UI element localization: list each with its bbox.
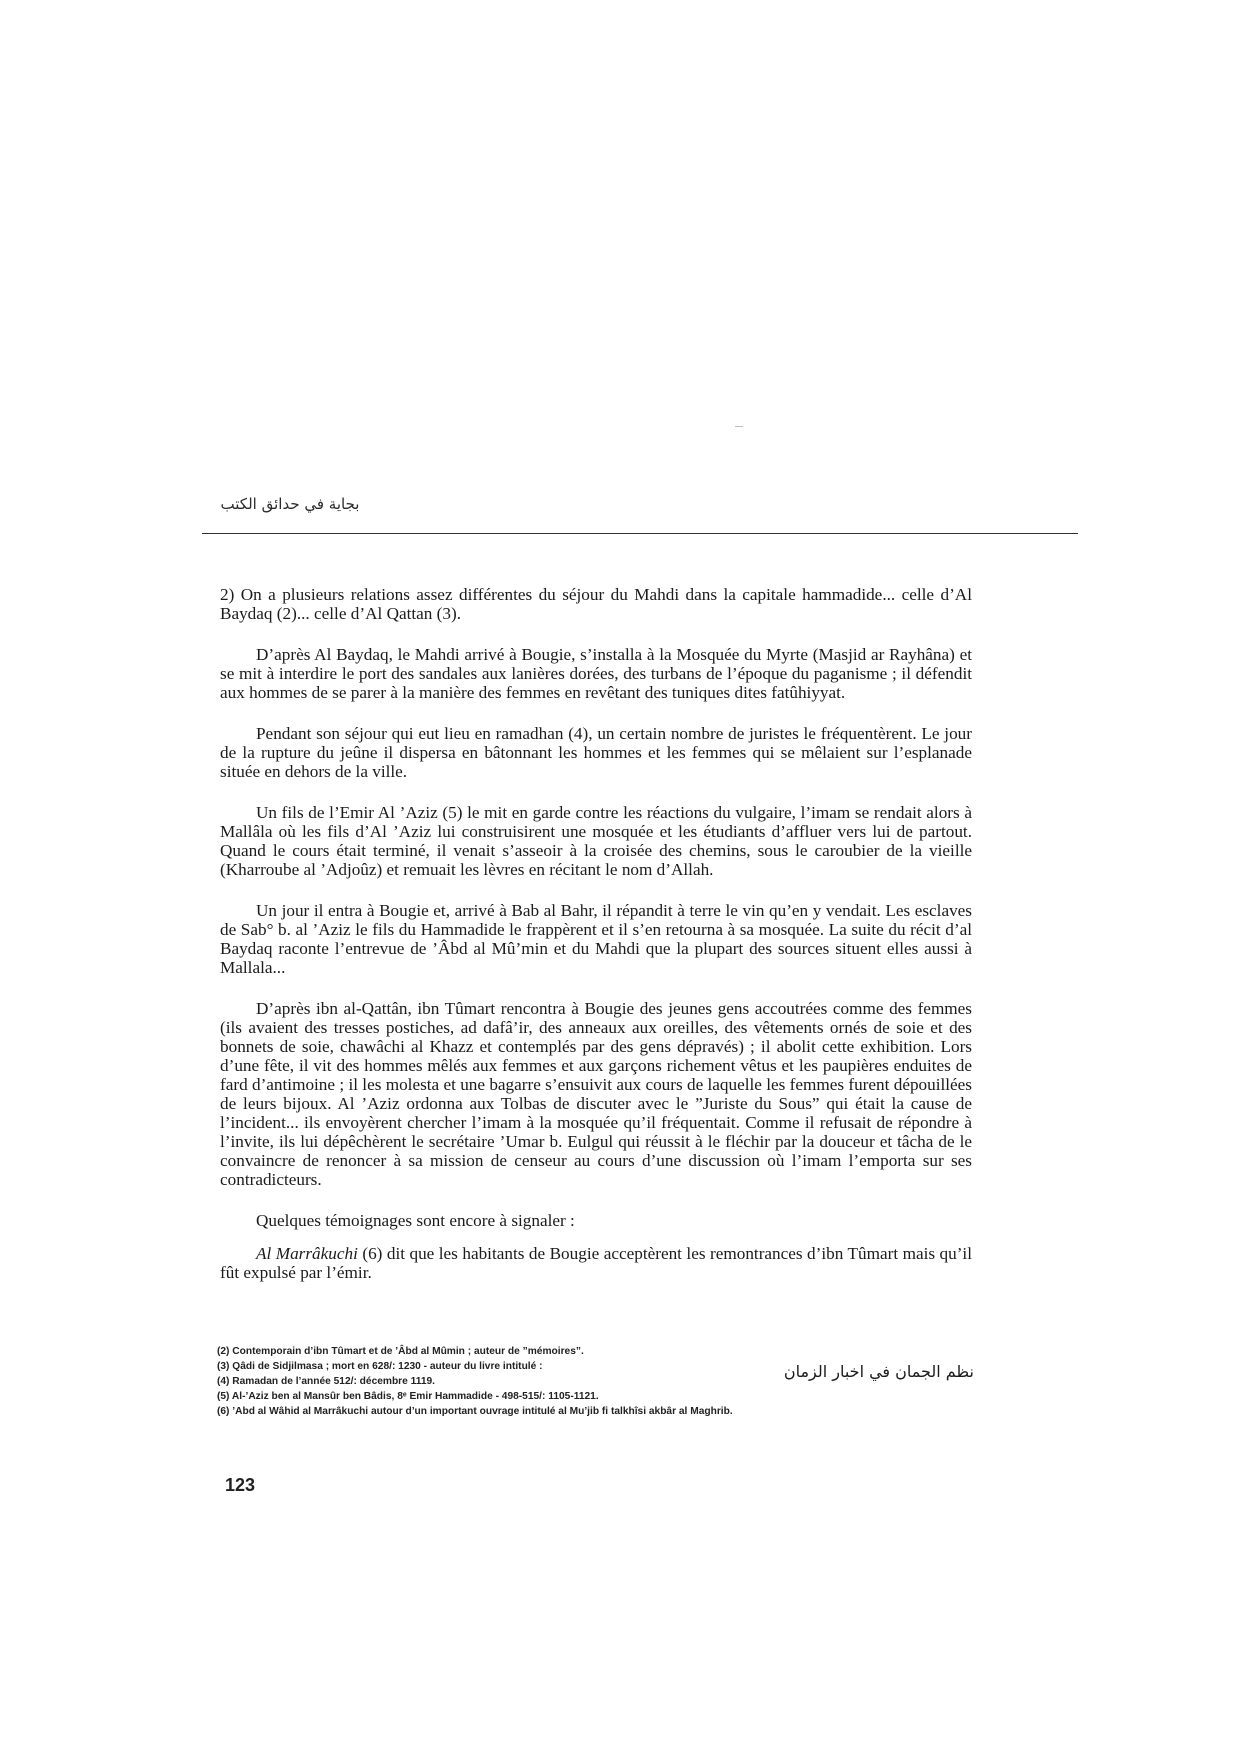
paragraph-3: Pendant son séjour qui eut lieu en ramadhan (4), un certain nombre de juristes le fréquentèrent. Le jour de la rupture du jeûne il dispersa en bâtonnant les hommes et les femmes qui se mêlaient sur l’esplanade située en dehors de la ville. [220, 724, 972, 781]
paragraph-6: D’après ibn al-Qattân, ibn Tûmart rencontra à Bougie des jeunes gens accoutrées comme des femmes (ils avaient des tresses postiches, ad dafâ’ir, des anneaux aux oreilles, des vêtements ornés de soie et des bonnets de soie, chawâchi al Khazz et contemplés par des gens dépravés) ; il abolit cette exhibition. Lors d’une fête, il vit des hommes mêlés aux femmes et aux garçons richement vêtus et les paupières enduites de fard d’antimoine ; il les molesta et une bagarre s’ensuivit aux cours de laquelle les femmes furent dépouillées de leurs bijoux. Al ’Aziz ordonna aux Tolbas de discuter avec le ”Juriste du Sous” qui était la cause de l’incident... ils envoyèrent chercher l’imam à la mosquée qu’il fréquentait. Comme il refusait de répondre à l’invite, ils lui dépêchèrent le secrétaire ’Umar b. Eulgul qui réussit à le fléchir par la douceur et tâcha de le convaincre de renoncer à sa mission de censeur au cours d’une discussion où l’imam l’emporta sur ses contradicteurs. [220, 999, 972, 1189]
header-rule [202, 533, 1078, 534]
author-name-italic: Al Marrâkuchi [256, 1244, 358, 1263]
footnote-6: (6) ’Abd al Wâhid al Marrâkuchi autour d’un important ouvrage intitulé al Mu’jib fi talkhîsi akbâr al Maghrib. [217, 1406, 733, 1417]
paragraph-5: Un jour il entra à Bougie et, arrivé à Bab al Bahr, il répandit à terre le vin qu’en y vendait. Les esclaves de Sab° b. al ’Aziz le fils du Hammadide le frappèrent et il s’en retourna à sa mosquée. La suite du récit d’al Baydaq raconte l’entrevue de ’Âbd al Mû’min et du Mahdi que la plupart des sources situent elles aussi à Mallala... [220, 901, 972, 977]
page-number: 123 [225, 1475, 256, 1495]
footnote-5: (5) Al-’Aziz ben al Mansûr ben Bâdis, 8ᵉ Emir Hammadide - 498-515/: 1105-1121. [217, 1391, 599, 1402]
paragraph-2: D’après Al Baydaq, le Mahdi arrivé à Bougie, s’installa à la Mosquée du Myrte (Masjid ar Rayhâna) et se mit à interdire le port des sandales aux lanières dorées, des turbans de l’époque du paganisme ; il défendit aux hommes de se parer à la manière des femmes en revêtant des tuniques dites fatûhiyyat. [220, 645, 972, 702]
arabic-book-title: نظم الجمان في اخبار الزمان [783, 1362, 974, 1381]
paragraph-8 [220, 1244, 972, 1282]
paragraph-8-text: (6) dit que les habitants de Bougie acceptèrent les remontrances d’ibn Tûmart mais qu’il fût expulsé par l’émir. [220, 1244, 972, 1282]
footnote-3: (3) Qâdi de Sidjilmasa ; mort en 628/: 1230 - auteur du livre intitulé : [217, 1361, 543, 1372]
paragraph-1: 2) On a plusieurs relations assez différentes du séjour du Mahdi dans la capitale hammadide... celle d’Al Baydaq (2)... celle d’Al Qattan (3). [220, 585, 972, 623]
running-header-arabic: بجاية في حدائق الكتب [220, 495, 360, 513]
scan-speck [735, 426, 743, 427]
footnote-2: (2) Contemporain d’ibn Tûmart et de ’Âbd al Mûmin ; auteur de ”mémoires”. [217, 1346, 584, 1357]
paragraph-7: Quelques témoignages sont encore à signaler : [256, 1211, 575, 1230]
footnotes [217, 1344, 837, 1419]
body-text [220, 585, 972, 1304]
paragraph-4: Un fils de l’Emir Al ’Aziz (5) le mit en garde contre les réactions du vulgaire, l’imam se rendait alors à Mallâla où les fils d’Al ’Aziz lui construisirent une mosquée et les étudiants d’affluer vers lui de partout. Quand le cours était terminé, il venait s’asseoir à la croisée des chemins, sous le caroubier de la vieille (Kharroube al ’Adjoûz) et remuait les lèvres en récitant le nom d’Allah. [220, 803, 972, 879]
footnote-4: (4) Ramadan de l’année 512/: décembre 1119. [217, 1376, 436, 1387]
